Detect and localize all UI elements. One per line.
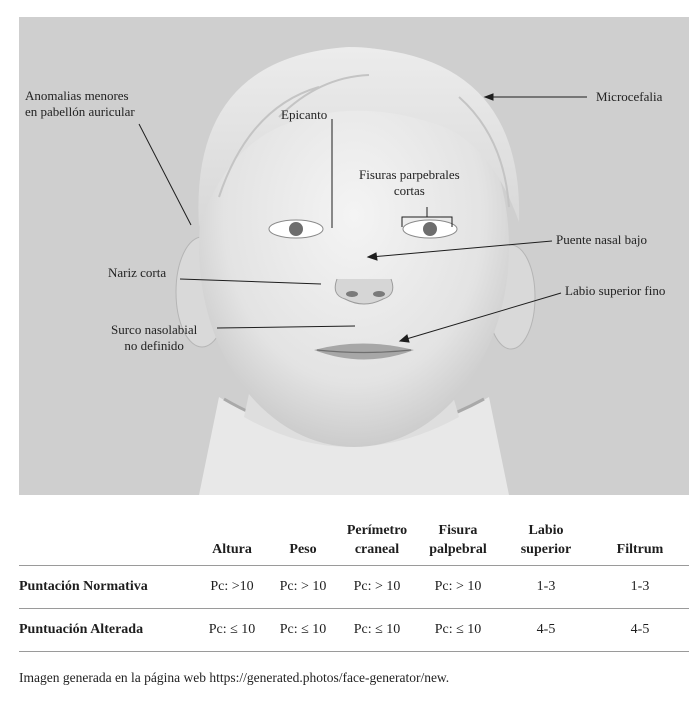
scores-table xyxy=(19,507,689,652)
table-row xyxy=(19,608,689,651)
table-cell: Pc: ≤ 10 xyxy=(197,608,267,651)
annotation-philtrum: Surco nasolabial no definido xyxy=(111,322,198,353)
table-cell: 4-5 xyxy=(501,608,591,651)
header-filtrum: Filtrum xyxy=(591,507,689,565)
table-cell: 1-3 xyxy=(501,565,591,608)
header-peso: Peso xyxy=(267,507,339,565)
table-cell: Pc: ≤ 10 xyxy=(339,608,415,651)
annotation-short-nose: Nariz corta xyxy=(108,265,167,280)
annotation-thin-upper-lip: Labio superior fino xyxy=(565,283,666,298)
face-figure xyxy=(19,17,689,495)
table-cell: Pc: ≤ 10 xyxy=(415,608,501,651)
table-cell: Pc: ≤ 10 xyxy=(267,608,339,651)
annotation-pinna-anomalies: Anomalias menores en pabellón auricular xyxy=(25,88,135,119)
header-fisura-palpebral: Fisura palpebral xyxy=(415,507,501,565)
annotation-epicanthus: Epicanto xyxy=(281,107,328,122)
header-altura: Altura xyxy=(197,507,267,565)
table-cell: Pc: > 10 xyxy=(267,565,339,608)
table-row xyxy=(19,565,689,608)
annotation-microcephaly: Microcefalia xyxy=(596,89,663,104)
table-header-row xyxy=(19,507,689,565)
table-cell: 4-5 xyxy=(591,608,689,651)
table-cell: Pc: >10 xyxy=(197,565,267,608)
row-label: Puntuación Alterada xyxy=(19,608,197,651)
header-perimetro-craneal: Perímetro craneal xyxy=(339,507,415,565)
figure-caption: Imagen generada en la página web https://generated.photos/face-generator/new. xyxy=(19,670,450,685)
table-cell: Pc: > 10 xyxy=(339,565,415,608)
annotation-short-palpebral-fissures: Fisuras parpebrales cortas xyxy=(359,167,460,198)
header-empty xyxy=(19,507,197,565)
header-labio-superior: Labio superior xyxy=(501,507,591,565)
table-cell: 1-3 xyxy=(591,565,689,608)
annotation-low-nasal-bridge: Puente nasal bajo xyxy=(556,232,647,247)
table-cell: Pc: > 10 xyxy=(415,565,501,608)
row-label: Puntación Normativa xyxy=(19,565,197,608)
